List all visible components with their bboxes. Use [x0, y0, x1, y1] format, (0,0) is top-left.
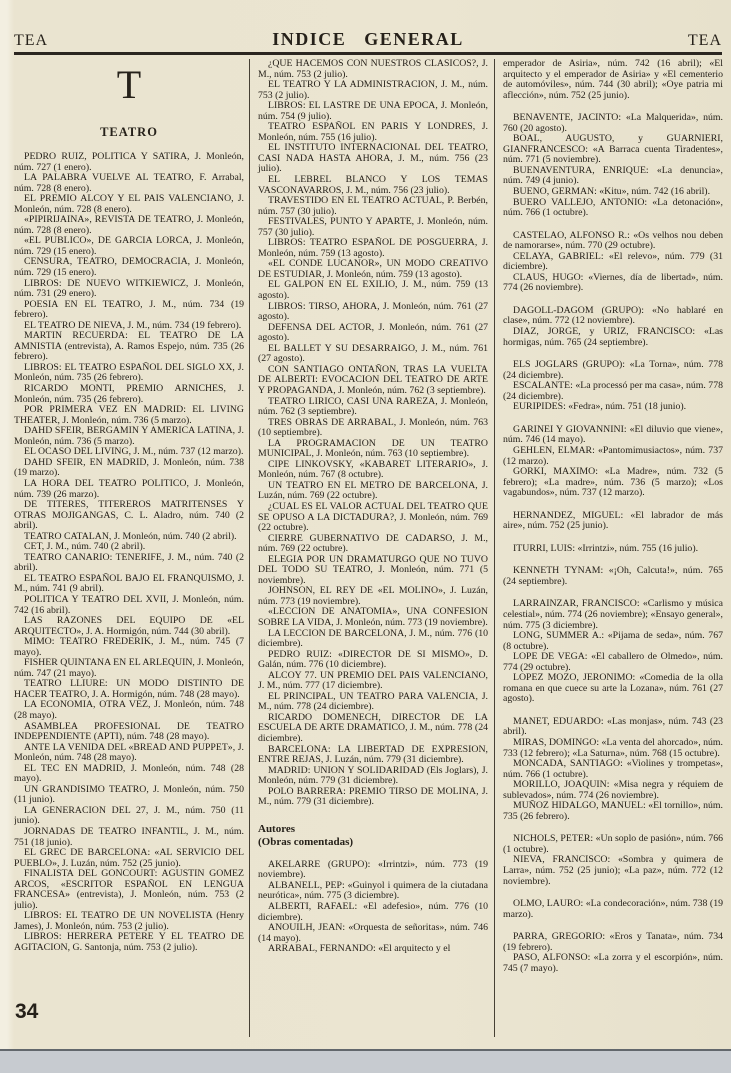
index-entry: EL OCASO DEL LIVING, J. M., núm. 737 (12 marzo). [24, 446, 244, 458]
index-entry: CELAYA, GABRIEL: «El relevo», núm. 779 (31 diciembre). [503, 250, 723, 273]
index-entry: LONG, SUMMER A.: «Pijama de seda», núm. 767 (8 octubre). [503, 630, 723, 652]
author-letter-group [503, 717, 723, 822]
index-entry: ELEGIA POR UN DRAMATURGO QUE NO TUVO DEL TODO SU TEATRO, J. Monleón, núm. 771 (5 noviembre). [258, 553, 488, 586]
index-entry: TEATRO CATALAN, J. Monleón, núm. 740 (2 abril). [24, 530, 237, 542]
index-entry: DEFENSA DEL ACTOR, J. Monleón, núm. 761 (27 agosto). [258, 321, 488, 344]
index-entry: MANET, EDUARDO: «Las monjas», núm. 743 (23 abril). [503, 715, 723, 738]
author-letter-group [503, 899, 723, 920]
index-entry: ALBANELL, PEP: «Guinyol i quimera de la ciutadana neurótica», núm. 775 (3 diciembre). [258, 879, 488, 902]
author-letter-group [503, 306, 723, 348]
index-entry: LA PALABRA VUELVE AL TEATRO, F. Arrabal, núm. 728 (8 enero). [14, 172, 244, 194]
authors-heading-line2: (Obras comentadas) [258, 835, 354, 848]
index-entry: MARTIN RECUERDA: EL TEATRO DE LA AMNISTIA (entrevista), A. Ramos Espejo, núm. 735 (26 febrero). [14, 330, 244, 363]
index-entry: CET, J. M., núm. 740 (2 abril). [24, 541, 146, 553]
index-entry: NIEVA, FRANCISCO: «Sombra y quimera de Larra», núm. 752 (25 junio); «La paz», núm. 772 (12 noviembre). [503, 854, 723, 887]
index-entry: GEHLEN, ELMAR: «Pantomimusiactos», núm. 737 (12 marzo). [503, 444, 723, 467]
index-entry: POR PRIMERA VEZ EN MADRID: EL LIVING THEATER, J. Monleón, núm. 736 (5 marzo). [14, 404, 244, 426]
page-number: 34 [15, 1000, 39, 1023]
index-entry: HERNANDEZ, MIGUEL: «El labrador de más aire», núm. 752 (25 junio). [503, 509, 723, 532]
index-entry: LARRAINZAR, FRANCISCO: «Carlismo y música celestial», núm. 774 (26 noviembre); «Ensayo general», núm. 775 (3 diciembre). [503, 598, 723, 631]
index-entry: GORKI, MAXIMO: «La Madre», núm. 732 (5 febrero); «La madre», núm. 736 (5 marzo); «Los vagabundos», núm. 737 (12 marzo). [503, 466, 723, 499]
index-entry: BUENO, GERMAN: «Kitu», núm. 742 (16 abril). [513, 186, 711, 198]
index-entry: TEATRO LLIURE: UN MODO DISTINTO DE HACER TEATRO, J. A. Hormigón, núm. 748 (28 mayo). [14, 678, 244, 700]
index-entry: EL TEATRO ESPAÑOL BAJO EL FRANQUISMO, J. M., núm. 741 (9 abril). [14, 572, 244, 595]
page-title: INDICE GENERAL [272, 29, 464, 49]
index-entry: ARRABAL, FERNANDO: «El arquitecto y el [268, 943, 451, 955]
index-entry: FESTIVALES, PUNTO Y APARTE, J. Monleón, núm. 757 (30 julio). [258, 216, 488, 238]
index-entry: LAS RAZONES DEL EQUIPO DE «EL ARQUITECTO», J. A. Hormigón, núm. 744 (30 abril). [14, 615, 244, 637]
index-entry: NICHOLS, PETER: «Un soplo de pasión», núm. 766 (1 octubre). [503, 833, 723, 855]
index-entry: UN TEATRO EN EL METRO DE BARCELONA, J. Luzán, núm. 769 (22 octubre). [258, 479, 488, 502]
author-letter-group [503, 360, 723, 413]
index-entry: ITURRI, LUIS: «Irrintzi», núm. 755 (16 julio). [513, 542, 699, 554]
index-entry: CIPE LINKOVSKY, «KABARET LITERARIO», J. Monleón, núm. 767 (8 octubre). [258, 458, 488, 481]
index-entry: LA GENERACION DEL 27, J. M., núm. 750 (11 junio). [14, 804, 244, 827]
index-entry: LIBROS: TIRSO, AHORA, J. Monleón, núm. 761 (27 agosto). [258, 300, 488, 323]
index-entry: AKELARRE (GRUPO): «Irrintzi», núm. 773 (19 noviembre). [258, 858, 488, 881]
index-entry: LOPEZ MOZO, JERONIMO: «Comedia de la olla romana en que cuece su arte la Lozana», núm. 761 (27 agosto). [503, 672, 723, 705]
author-letter-group [503, 511, 723, 532]
index-entry: ALCOY 77. UN PREMIO DEL PAIS VALENCIANO, J. M., núm. 777 (17 diciembre). [258, 669, 488, 692]
index-entry: MONCADA, SANTIAGO: «Violines y trompetas», núm. 766 (1 octubre). [503, 758, 723, 780]
section-heading: TEATRO [100, 125, 158, 139]
index-entry: DAHD SFEIR, BERGAMIN Y AMERICA LATINA, J. Monleón, núm. 736 (5 marzo). [14, 425, 244, 447]
index-entry: BOAL, AUGUSTO, y GUARNIERI, GIANFRANCESCO: «A Barraca cuenta Tiradentes», núm. 771 (5 noviembre). [503, 133, 723, 166]
author-letter-group [503, 932, 723, 974]
header-rule [14, 52, 722, 55]
index-entry: BENAVENTE, JACINTO: «La Malquerida», núm. 760 (20 agosto). [503, 112, 723, 134]
index-entry: EL GALPON EN EL EXILIO, J. M., núm. 759 (13 agosto). [258, 279, 488, 302]
index-entry: «PIPIRIJAINA», REVISTA DE TEATRO, J. Monleón, núm. 728 (8 enero). [14, 214, 244, 236]
index-entry: CENSURA, TEATRO, DEMOCRACIA, J. Monleón, núm. 729 (15 enero). [14, 256, 244, 279]
running-title-left: TEA [14, 32, 49, 49]
author-letter-group [503, 113, 723, 218]
index-entry: EL BALLET Y SU DESARRAIGO, J. M., núm. 761 (27 agosto). [258, 342, 488, 365]
index-entry: ELS JOGLARS (GRUPO): «La Torna», núm. 778 (24 diciembre). [503, 359, 723, 381]
index-entry: POLITICA Y TEATRO DEL XVII, J. Monleón, núm. 742 (16 abril). [14, 593, 244, 616]
index-entry: EL LEBREL BLANCO Y LOS TEMAS VASCONAVARROS, J. M., núm. 756 (23 julio). [258, 174, 488, 196]
column-1-entries [14, 152, 244, 954]
index-entry: GARINEI Y GIOVANNINI: «El diluvio que viene», núm. 746 (14 mayo). [503, 423, 723, 446]
index-entry: RICARDO MONTI, PREMIO ARNICHES, J. Monleón, núm. 735 (26 febrero). [14, 383, 244, 405]
authors-heading-line1: Autores [258, 822, 296, 835]
index-entry: TRAVESTIDO EN EL TEATRO ACTUAL, P. Berbén, núm. 757 (30 julio). [258, 195, 488, 217]
index-entry: TEATRO CANARIO: TENERIFE, J. M., núm. 740 (2 abril). [14, 551, 244, 574]
index-entry: EL PREMIO ALCOY Y EL PAIS VALENCIANO, J. Monleón, núm. 728 (8 enero). [14, 193, 244, 215]
index-entry: POESIA EN EL TEATRO, J. M., núm. 734 (19 febrero). [14, 298, 244, 321]
index-entry: KENNETH TYNAM: «¡Oh, Calcuta!», núm. 765 (24 septiembre). [503, 565, 723, 587]
index-entry: LA ECONOMIA, OTRA VEZ, J. Monleón, núm. 748 (28 mayo). [14, 699, 244, 721]
index-entry: ANOUILH, JEAN: «Orquesta de señoritas», núm. 746 (14 mayo). [258, 922, 488, 944]
index-entry: FISHER QUINTANA EN EL ARLEQUIN, J. Monleón, núm. 747 (21 mayo). [14, 657, 244, 679]
scan-edge-bottom [0, 1049, 731, 1073]
page-header [14, 26, 722, 50]
author-letter-groups [503, 113, 723, 974]
index-entry: DAHD SFEIR, EN MADRID, J. Monleón, núm. 738 (19 marzo). [14, 456, 244, 479]
index-entry: PEDRO RUIZ: «DIRECTOR DE SI MISMO», D. Galán, núm. 776 (10 diciembre). [258, 648, 488, 671]
index-entry: «EL PUBLICO», DE GARCIA LORCA, J. Monleón, núm. 729 (15 enero). [14, 235, 244, 257]
index-entry: POLO BARRERA: PREMIO TIRSO DE MOLINA, J. M., núm. 779 (31 diciembre). [258, 785, 488, 808]
index-entry: EL TEATRO DE NIEVA, J. M., núm. 734 (19 febrero). [24, 319, 242, 331]
index-entry: EL GREC DE BARCELONA: «AL SERVICIO DEL PUEBLO», J. Luzán, núm. 752 (25 junio). [14, 847, 244, 869]
index-entry: LIBROS: EL LASTRE DE UNA EPOCA, J. Monleón, núm. 754 (9 julio). [258, 100, 488, 122]
index-entry: JORNADAS DE TEATRO INFANTIL, J. M., núm. 751 (18 junio). [14, 826, 244, 848]
index-entry: OLMO, LAURO: «La condecoración», núm. 738 (19 marzo). [503, 898, 723, 920]
index-entry: MADRID: UNION Y SOLIDARIDAD (Els Joglars), J. Monleón, núm. 779 (31 diciembre). [258, 764, 488, 787]
author-letter-group [503, 566, 723, 587]
index-entry: «EL CONDE LUCANOR», UN MODO CREATIVO DE ESTUDIAR, J. Monleón, núm. 759 (13 agosto). [258, 258, 488, 280]
index-entry: FINALISTA DEL GONCOURT: AGUSTIN GOMEZ ARCOS, «ESCRITOR ESPAÑOL EN LENGUA FRANCESA» (entrevista), J. Monleón, núm. 753 (2 julio). [14, 868, 244, 911]
index-entry: TEATRO LIRICO, CASI UNA RAREZA, J. Monleón, núm. 762 (3 septiembre). [258, 395, 488, 418]
author-letter-group [503, 834, 723, 887]
index-entry: BUENAVENTURA, ENRIQUE: «La denuncia», núm. 749 (4 junio). [503, 164, 723, 187]
index-entry: BUERO VALLEJO, ANTONIO: «La detonación», núm. 766 (1 octubre). [503, 196, 723, 219]
running-title-right: TEA [687, 32, 722, 49]
index-columns [14, 59, 723, 1049]
index-entry: ANTE LA VENIDA DEL «BREAD AND PUPPET», J. Monleón, núm. 748 (28 mayo). [14, 741, 244, 764]
index-entry: EL TEATRO Y LA ADMINISTRACION, J. M., núm. 753 (2 julio). [258, 79, 488, 101]
index-entry: PEDRO RUIZ, POLITICA Y SATIRA, J. Monleón, núm. 727 (1 enero). [14, 151, 244, 173]
index-entry: TEATRO ESPAÑOL EN PARIS Y LONDRES, J. Monleón, núm. 755 (16 julio). [258, 121, 488, 143]
index-entry: JOHNSON, EL REY DE «EL MOLINO», J. Luzán, núm. 773 (19 noviembre). [258, 585, 488, 607]
index-entry: LA LECCION DE BARCELONA, J. M., núm. 776 (10 diciembre). [258, 627, 488, 650]
index-entry: LIBROS: EL TEATRO DE UN NOVELISTA (Henry James), J. Monleón, núm. 753 (2 julio). [14, 910, 244, 932]
index-entry: «LECCION DE ANATOMIA», UNA CONFESION SOBRE LA VIDA, J. Monleón, núm. 773 (19 noviembre). [258, 606, 488, 628]
section-drop-letter: T [116, 62, 142, 107]
index-entry: CIERRE GUBERNATIVO DE CADARSO, J. M., núm. 769 (22 octubre). [258, 532, 488, 555]
author-letter-group [503, 231, 723, 294]
index-entry: TRES OBRAS DE ARRABAL, J. Monleón, núm. 763 (10 septiembre). [258, 416, 488, 439]
index-entry: LA HORA DEL TEATRO POLITICO, J. Monleón, núm. 739 (26 marzo). [14, 477, 244, 500]
index-entry: DIAZ, JORGE, y URIZ, FRANCISCO: «Las hormigas, núm. 765 (24 septiembre). [503, 326, 723, 348]
author-letter-group [503, 425, 723, 499]
index-entry: DAGOLL-DAGOM (GRUPO): «No hablaré en clase», núm. 772 (12 noviembre). [503, 304, 723, 327]
author-letter-group [503, 544, 723, 555]
authors-heading [258, 823, 488, 849]
index-entry: MIRAS, DOMINGO: «La venta del ahorcado», núm. 733 (12 febrero); «La Saturna», núm. 768 (15 octubre). [503, 736, 723, 759]
index-entry: EURIPIDES: «Fedra», núm. 751 (18 junio). [513, 401, 687, 413]
index-entry: UN GRANDISIMO TEATRO, J. Monleón, núm. 750 (11 junio). [14, 783, 244, 806]
index-entry: EL INSTITUTO INTERNACIONAL DEL TEATRO, CASI NADA HASTA AHORA, J. M., núm. 756 (23 julio). [258, 142, 488, 175]
index-entry: DE TITERES, TITEREROS MATRITENSES Y OTRAS MOJIGANGAS, C. L. Aladro, núm. 740 (2 abril). [14, 499, 244, 532]
index-entry: ¿CUAL ES EL VALOR ACTUAL DEL TEATRO QUE SE OPUSO A LA DICTADURA?, J. Monleón, núm. 769 (22 octubre). [258, 500, 488, 534]
index-entry: MUÑOZ HIDALGO, MANUEL: «El tornillo», núm. 735 (26 febrero). [503, 800, 723, 822]
index-entry: CASTELAO, ALFONSO R.: «Os velhos nou deben de namorarse», núm. 770 (29 octubre). [503, 229, 723, 252]
index-entry: LIBROS: TEATRO ESPAÑOL DE POSGUERRA, J. Monleón, núm. 759 (13 agosto). [258, 237, 488, 259]
index-entry: EL TEC EN MADRID, J. Monleón, núm. 748 (28 mayo). [14, 762, 244, 785]
column-2-entries [258, 59, 488, 808]
column-1 [14, 59, 249, 1049]
index-entry: LIBROS: DE NUEVO WITKIEWICZ, J. Monleón, núm. 731 (29 enero). [14, 277, 244, 300]
column-3 [495, 59, 723, 1049]
index-entry: ALBERTI, RAFAEL: «El adefesio», núm. 776 (10 diciembre). [258, 901, 488, 923]
index-entry: PASO, ALFONSO: «La zorra y el escorpión», núm. 745 (7 mayo). [503, 952, 723, 974]
index-entry: LIBROS: EL TEATRO ESPAÑOL DEL SIGLO XX, J. Monleón, núm. 735 (26 febrero). [14, 361, 244, 384]
index-entry: LA PROGRAMACION DE UN TEATRO MUNICIPAL, J. Monleón, núm. 763 (10 septiembre). [258, 437, 488, 460]
index-entry: LIBROS: HERRERA PETERE Y EL TEATRO DE AGITACION, G. Santonja, núm. 753 (2 julio). [14, 931, 244, 954]
index-entry: ESCALANTE: «La processó per ma casa», núm. 778 (24 diciembre). [503, 380, 723, 402]
column-2 [250, 59, 494, 1049]
index-entry: ASAMBLEA PROFESIONAL DE TEATRO INDEPENDIENTE (APTI), núm. 748 (28 mayo). [14, 720, 244, 743]
index-entry: PARRA, GREGORIO: «Eros y Tanata», núm. 734 (19 febrero). [503, 931, 723, 953]
author-entry-continuation: emperador de Asiria», núm. 742 (16 abril); «El arquitecto y el emperador de Asiria» y «El cementerio de automóviles», núm. 744 (30 abril); «Oye patria mi aflección», núm. 752 (25 junio). [503, 59, 723, 101]
index-entry: LOPE DE VEGA: «El caballero de Olmedo», núm. 774 (29 octubre). [503, 651, 723, 673]
author-entries-col2 [258, 860, 488, 955]
index-entry: ¿QUE HACEMOS CON NUESTROS CLASICOS?, J. M., núm. 753 (2 julio). [258, 59, 488, 80]
author-letter-group [503, 599, 723, 704]
index-entry: CON SANTIAGO ONTAÑON, TRAS LA VUELTA DE ALBERTI: EVOCACION DEL TEATRO DE ARTE Y PROPAGANDA, J. Monleón, núm. 762 (3 septiembre). [258, 363, 488, 396]
index-entry: EL PRINCIPAL, UN TEATRO PARA VALENCIA, J. M., núm. 778 (24 diciembre). [258, 690, 488, 713]
index-entry: MIMO: TEATRO FREDERIK, J. M., núm. 745 (7 mayo). [14, 636, 244, 658]
index-entry: RICARDO DOMENECH, DIRECTOR DE LA ESCUELA DE ARTE DRAMATICO, J. M., núm. 778 (24 diciembre). [258, 711, 488, 744]
index-entry: CLAUS, HUGO: «Viernes, día de libertad», núm. 774 (26 noviembre). [503, 271, 723, 294]
index-entry: BARCELONA: LA LIBERTAD DE EXPRESION, ENTRE REJAS, J. Luzán, núm. 779 (31 diciembre). [258, 743, 488, 766]
index-entry: MORILLO, JOAQUIN: «Misa negra y réquiem de sublevados», núm. 774 (26 noviembre). [503, 779, 723, 801]
